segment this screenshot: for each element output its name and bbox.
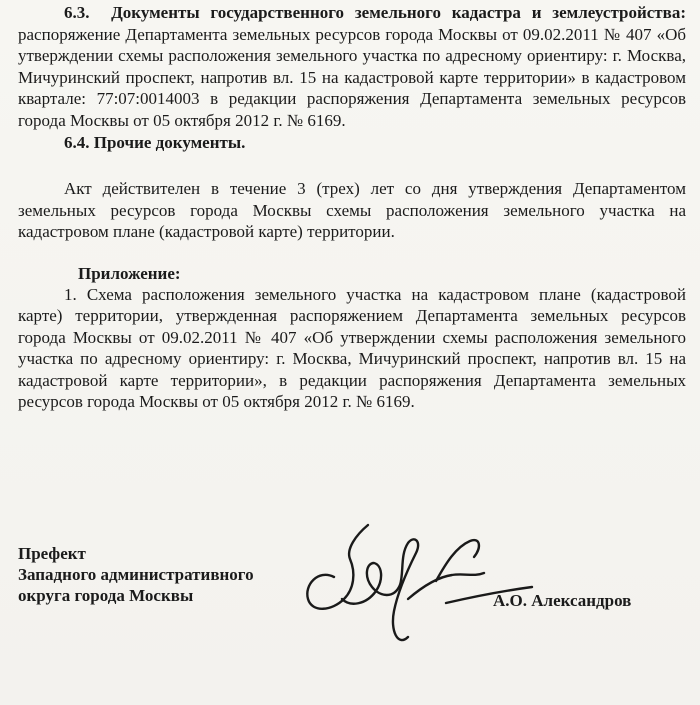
signatory-title — [18, 543, 254, 606]
section-6-3-text: распоряжение Департамента земельных ресурсов города Москвы от 09.02.2011 № 407 «Об утверждении схемы расположения земельного участка по адресному ориентиру: г. Москва, Мичуринский проспект, напротив вл. 15 на кадастровой карте территории» в кадастровом квартале: 77:07:0014003 в редакции распоряжения Департамента земельных ресурсов города Москвы от 05 октября 2012 г. № 6169. — [18, 24, 686, 130]
section-6-3 — [18, 2, 686, 131]
handwritten-signature — [296, 507, 546, 667]
section-6-3-title: Документы государственного земельного кадастра и землеустройства: — [111, 3, 686, 22]
appendix-heading: Приложение: — [78, 263, 181, 283]
validity-paragraph: Акт действителен в течение 3 (трех) лет со дня утверждения Департаментом земельных ресурсов города Москвы схемы расположения земельного участка на кадастровом плане (кадастровой карте) территории. — [18, 179, 686, 241]
section-6-4-heading: 6.4. Прочие документы. — [64, 133, 246, 152]
section-6-3-number: 6.3. — [64, 3, 90, 22]
signatory-name: А.О. Александров — [493, 591, 632, 610]
signatory-title-line-1: Префект — [18, 544, 86, 563]
signatory-title-line-3: округа города Москвы — [18, 586, 194, 605]
appendix-item-1: 1. Схема расположения земельного участка на кадастровом плане (кадастровой карте) территории, утвержденная распоряжением Департамента земельных ресурсов города Москвы от 09.02.2011 № 407 «Об утверждении схемы расположения земельного участка по адресному ориентиру: г. Москва, Мичуринский проспект, напротив вл. 15 на кадастровой карте территории», в редакции распоряжения Департамента земельных ресурсов города Москвы от 05 октября 2012 г. № 6169. — [18, 284, 686, 411]
signature-block — [0, 505, 700, 705]
signatory-title-line-2: Западного административного — [18, 565, 254, 584]
